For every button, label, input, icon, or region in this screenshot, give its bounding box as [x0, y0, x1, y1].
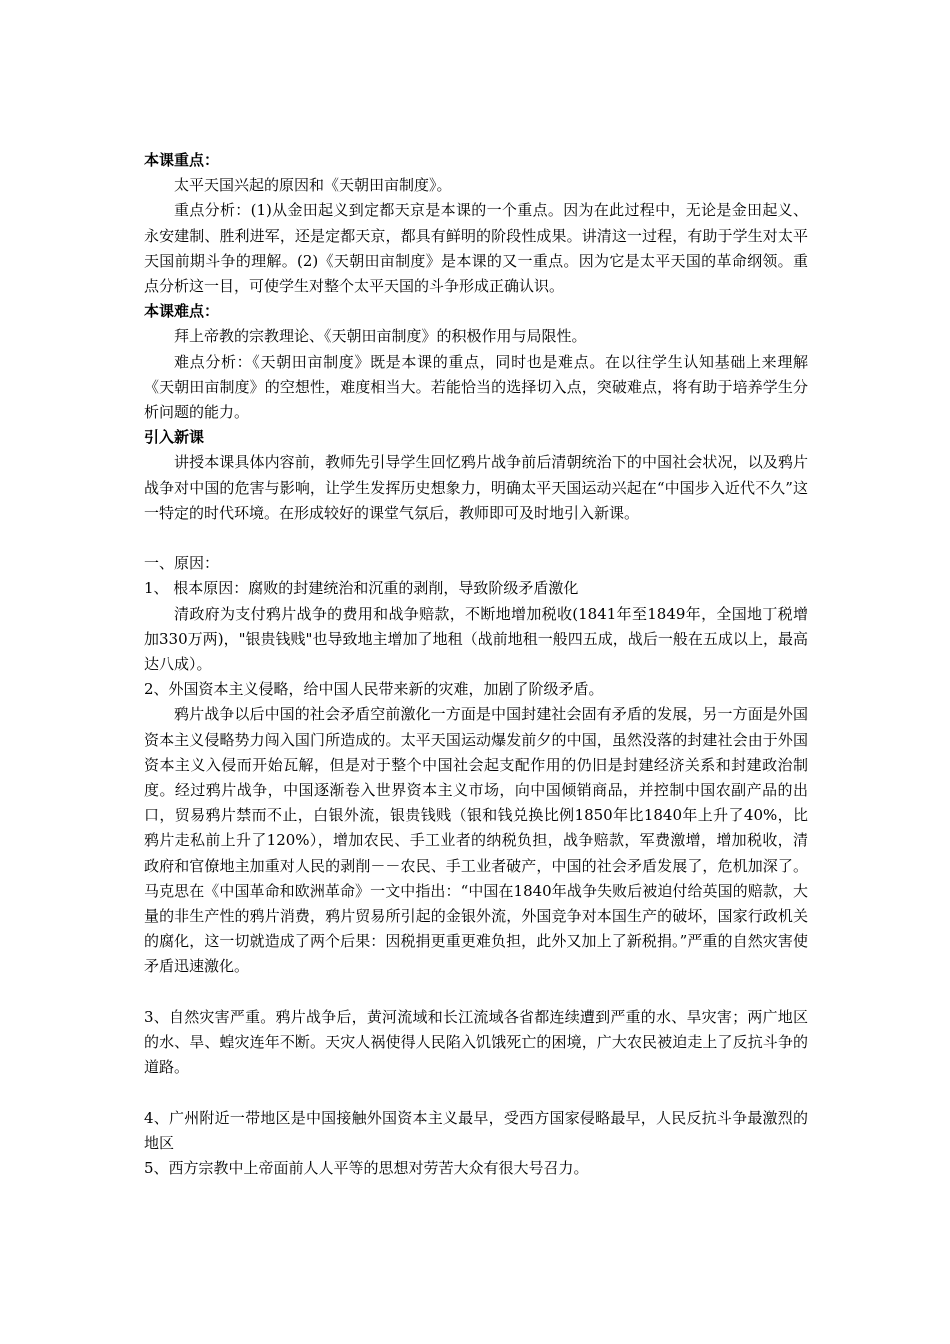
spacer: [144, 980, 808, 1005]
document-page: [144, 148, 808, 1181]
reason5-text: 5、西方宗教中上帝面前人人平等的思想对劳苦大众有很大号召力。: [144, 1159, 589, 1178]
section1-heading: 一、原因：: [144, 554, 220, 573]
difficulty-analysis: 难点分析：《天朝田亩制度》既是本课的重点，同时也是难点。在以往学生认知基础上来理解《天朝田亩制度》的空想性，难度相当大。若能恰当的选择切入点，突破难点，将有助于培养学生分析问题的能力。: [144, 352, 808, 422]
intro-heading: 引入新课: [144, 428, 205, 447]
spacer: [144, 1080, 808, 1105]
focus-line: 太平天国兴起的原因和《天朝田亩制度》。: [174, 176, 452, 195]
spacer: [144, 526, 808, 551]
reason4-text: 4、广州附近一带地区是中国接触外国资本主义最早，受西方国家侵略最早，人民反抗斗争最激烈的地区: [144, 1108, 808, 1152]
difficulty-heading: 本课难点：: [144, 302, 220, 321]
focus-heading: 本课重点：: [144, 151, 220, 169]
intro-text: 讲授本课具体内容前，教师先引导学生回忆鸦片战争前后清朝统治下的中国社会状况，以及鸦片战争对中国的危害与影响，让学生发挥历史想象力，明确太平天国运动兴起在“中国步入近代不久”这一特定的时代环境。在形成较好的课堂气氛后，教师即可及时地引入新课。: [144, 453, 808, 522]
reason1-text: 清政府为支付鸦片战争的费用和战争赔款，不断地增加税收(1841年至1849年，全国地丁税增加330万两)，"银贵钱贱"也导致地主增加了地租（战前地租一般四五成，战后一般在五成以上，最高达八成）。: [144, 604, 808, 674]
difficulty-line: 拜上帝教的宗教理论、《天朝田亩制度》的积极作用与局限性。: [174, 327, 587, 346]
focus-analysis: 重点分析：(1)从金田起义到定都天京是本课的一个重点。因为在此过程中，无论是金田起义、永安建制、胜利进军，还是定都天京，都具有鲜明的阶段性成果。讲清这一过程，有助于学生对太平天国前期斗争的理解。(2)《天朝田亩制度》是本课的又一重点。因为它是太平天国的革命纲领。重点分析这一目，可使学生对整个太平天国的斗争形成正确认识。: [144, 201, 808, 296]
reason1-title: 1、 根本原因：腐败的封建统治和沉重的剥削，导致阶级矛盾激化: [144, 579, 579, 598]
reason3-text: 3、自然灾害严重。鸦片战争后，黄河流域和长江流域各省都连续遭到严重的水、旱灾害；两广地区的水、旱、蝗灾连年不断。天灾人祸使得人民陷入饥饿死亡的困境，广大农民被迫走上了反抗斗争的道路。: [144, 1007, 808, 1077]
reason2-title: 2、外国资本主义侵略，给中国人民带来新的灾难，加剧了阶级矛盾。: [144, 680, 604, 699]
reason2-text: 鸦片战争以后中国的社会矛盾空前激化一方面是中国封建社会固有矛盾的发展，另一方面是外国资本主义侵略势力闯入国门所造成的。太平天国运动爆发前夕的中国，虽然没落的封建社会由于外国资本主义入侵而开始瓦解，但是对于整个中国社会起支配作用的仍旧是封建经济关系和封建政治制度。经过鸦片战争，中国逐渐卷入世界资本主义市场，向中国倾销商品，并控制中国农副产品的出口，贸易鸦片禁而不止，白银外流，银贵钱贱（银和钱兑换比例1850年比1840年上升了40%，比鸦片走私前上升了120%），增加农民、手工业者的纳税负担，战争赔款，军费激增，增加税收，清政府和官僚地主加重对人民的剥削－－农民、手工业者破产，中国的社会矛盾发展了，危机加深了。马克思在《中国革命和欧洲革命》一文中指出：“中国在1840年战争失败后被迫付给英国的赔款，大量的非生产性的鸦片消费，鸦片贸易所引起的金银外流，外国竞争对本国生产的破坏，国家行政机关的腐化，这一切就造成了两个后果：因税捐更重更难负担，此外又加上了新税捐。”严重的自然灾害使矛盾迅速激化。: [144, 705, 808, 976]
